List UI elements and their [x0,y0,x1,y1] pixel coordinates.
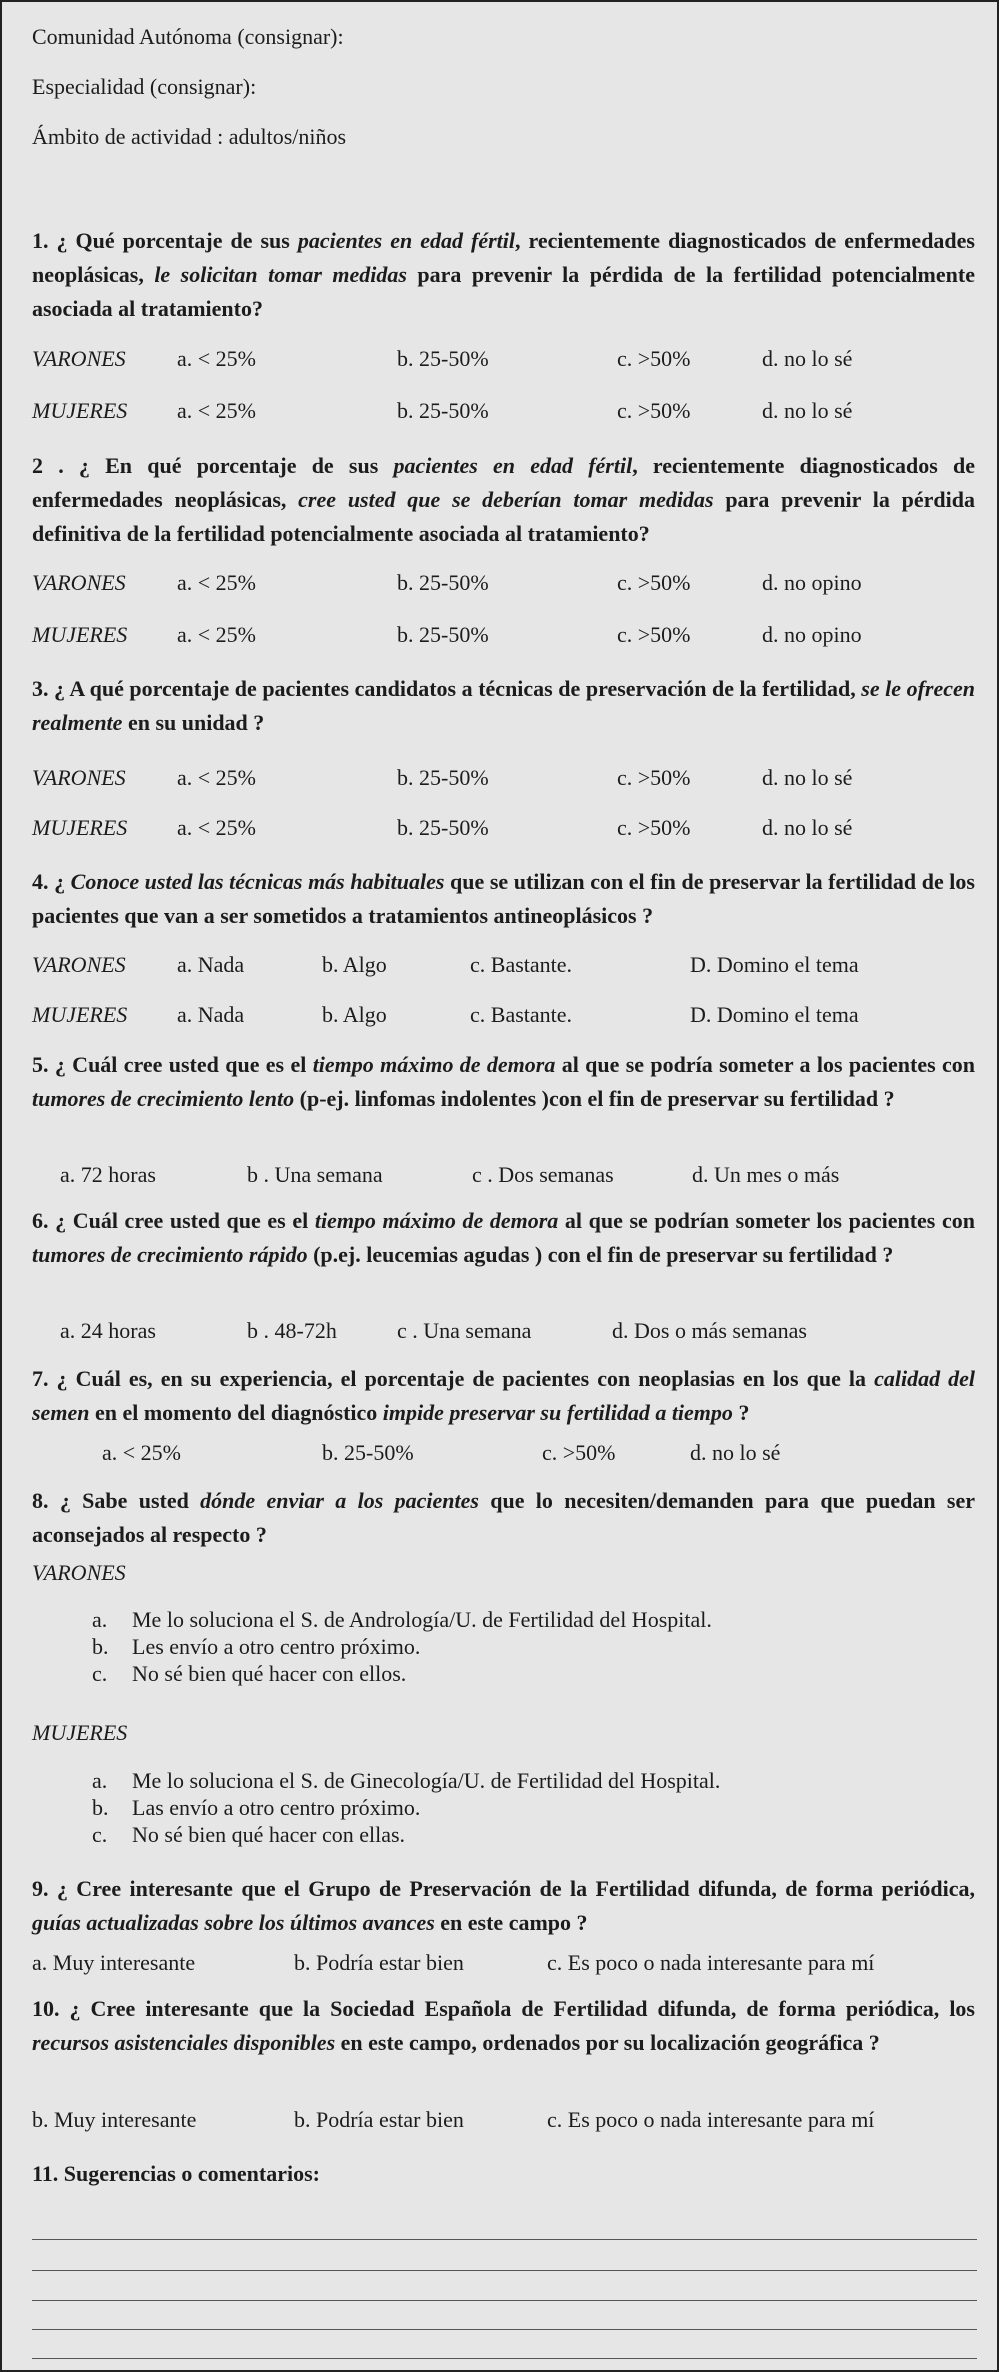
q8-mujeres-label: MUJERES [32,1720,128,1745]
option-a[interactable]: a. < 25% [177,398,256,423]
option-c[interactable]: c . Dos semanas [472,1162,614,1187]
option-c[interactable]: c. >50% [617,398,691,423]
option-a[interactable]: a. Muy interesante [32,1950,196,1975]
option-d[interactable]: d. no lo sé [762,815,853,840]
option-b[interactable]: b. Podría estar bien [294,2107,464,2132]
field-comunidad: Comunidad Autónoma (consignar): [32,24,344,49]
q8-mujeres-options [92,1767,720,1848]
option-c[interactable]: c. >50% [542,1440,616,1465]
question-11: 11. Sugerencias o comentarios: [32,2161,321,2186]
option-d[interactable]: d. no lo sé [762,398,853,423]
option-d[interactable]: d. no opino [762,622,862,647]
option-b[interactable]: b. Algo [322,952,387,977]
question-10: 10. ¿ Cree interesante que la Sociedad Española de Fertilidad difunda, de forma periódica, los recursos asistenciales disponibles en este campo, ordenados por su localización geográfica ? [32,1996,975,2055]
group-label: MUJERES [32,622,128,647]
q4-row-varones [2,952,999,982]
option-c[interactable]: c. Bastante. [470,952,573,977]
option-b[interactable]: b . 48-72h [247,1318,337,1343]
group-label: VARONES [32,952,126,977]
group-label: MUJERES [32,815,128,840]
option-b[interactable]: b . Una semana [247,1162,383,1187]
group-label: VARONES [32,570,126,595]
option-a[interactable]: a. < 25% [177,622,256,647]
option-a[interactable]: a. 24 horas [60,1318,156,1343]
question-8: 8. ¿ Sabe usted dónde enviar a los pacientes que lo necesiten/demanden para que puedan ser aconsejados al respecto ? [32,1488,975,1547]
option-c[interactable]: c. >50% [617,815,691,840]
question-7: 7. ¿ Cuál es, en su experiencia, el porcentaje de pacientes con neoplasias en los que la calidad del semen en el momento del diagnóstico impide preservar su fertilidad a tiempo ? [32,1366,975,1425]
question-9: 9. ¿ Cree interesante que el Grupo de Preservación de la Fertilidad difunda, de forma periódica, guías actualizadas sobre los últimos avances en este campo ? [32,1876,975,1935]
question-3: 3. ¿ A qué porcentaje de pacientes candidatos a técnicas de preservación de la fertilidad, se le ofrecen realmente en su unidad ? [32,676,975,735]
option-a[interactable]: a. 72 horas [60,1162,156,1187]
option-a[interactable]: a. < 25% [177,346,256,371]
option-a[interactable]: b. Muy interesante [32,2107,197,2132]
option-a[interactable]: a. Nada [177,952,245,977]
option-c[interactable]: c. >50% [617,622,691,647]
option-a[interactable]: a. Nada [177,1002,245,1027]
q9-options [2,1950,999,1980]
option-a[interactable]: a. Me lo soluciona el S. de Andrología/U. de Fertilidad del Hospital. [92,1607,712,1632]
option-b[interactable]: b. 25-50% [397,622,489,647]
option-d[interactable]: d. Dos o más semanas [612,1318,807,1343]
option-d[interactable]: D. Domino el tema [690,1002,859,1027]
question-2: 2 . ¿ En qué porcentaje de sus pacientes en edad fértil, recientemente diagnosticados de enfermedades neoplásicas, cree usted que se deberían tomar medidas para prevenir la pérdida definitiva de la fertilidad potencialmente asociada al tratamiento? [32,453,975,546]
q6-options [2,1318,999,1348]
option-b[interactable]: b. Podría estar bien [294,1950,464,1975]
option-b[interactable]: b. 25-50% [397,765,489,790]
option-a[interactable]: a. Me lo soluciona el S. de Ginecología/U. de Fertilidad del Hospital. [92,1768,721,1793]
option-c[interactable]: c. Bastante. [470,1002,573,1027]
option-c[interactable]: c. Es poco o nada interesante para mí [547,2107,875,2132]
option-b[interactable]: b. 25-50% [322,1440,414,1465]
option-b[interactable]: b. 25-50% [397,815,489,840]
option-a[interactable]: a. < 25% [177,570,256,595]
option-b[interactable]: b. Algo [322,1002,387,1027]
option-d[interactable]: D. Domino el tema [690,952,859,977]
comment-line[interactable] [32,2239,977,2240]
option-c[interactable]: c. >50% [617,765,691,790]
option-c[interactable]: c. >50% [617,346,691,371]
comment-line[interactable] [32,2329,977,2330]
q8-varones-label: VARONES [32,1560,126,1585]
option-d[interactable]: d. no lo sé [762,765,853,790]
question-6: 6. ¿ Cuál cree usted que es el tiempo máximo de demora al que se podrían someter los pacientes con tumores de crecimiento rápido (p.ej. leucemias agudas ) con el fin de preservar su fertilidad ? [32,1208,975,1267]
q1-row-mujeres [2,398,999,428]
comment-line[interactable] [32,2300,977,2301]
q3-row-mujeres [2,815,999,845]
option-b[interactable]: b. Les envío a otro centro próximo. [92,1634,421,1659]
field-ambito: Ámbito de actividad : adultos/niños [32,124,347,149]
question-5: 5. ¿ Cuál cree usted que es el tiempo máximo de demora al que se podría someter a los pacientes con tumores de crecimiento lento (p-ej. linfomas indolentes )con el fin de preservar su fertilidad ? [32,1052,975,1111]
group-label: MUJERES [32,398,128,423]
group-label: VARONES [32,765,126,790]
question-1: 1. ¿ Qué porcentaje de sus pacientes en edad fértil, recientemente diagnosticados de enfermedades neoplásicas, le solicitan tomar medidas para prevenir la pérdida de la fertilidad potencialmente asociada al tratamiento? [32,228,975,321]
q1-row-varones [2,346,999,376]
q4-row-mujeres [2,1002,999,1032]
option-b[interactable]: b. Las envío a otro centro próximo. [92,1795,421,1820]
q7-options [2,1440,999,1470]
option-c[interactable]: c . Una semana [397,1318,532,1343]
q10-options [2,2107,999,2137]
q2-row-varones [2,570,999,600]
option-d[interactable]: d. no lo sé [690,1440,781,1465]
option-b[interactable]: b. 25-50% [397,398,489,423]
option-d[interactable]: d. Un mes o más [692,1162,840,1187]
question-4: 4. ¿ Conoce usted las técnicas más habituales que se utilizan con el fin de preservar la fertilidad de los pacientes que van a ser sometidos a tratamientos antineoplásicos ? [32,869,975,928]
q5-options [2,1162,999,1192]
comment-line[interactable] [32,2358,977,2359]
group-label: MUJERES [32,1002,128,1027]
option-d[interactable]: d. no lo sé [762,346,853,371]
q2-row-mujeres [2,622,999,652]
option-a[interactable]: a. < 25% [102,1440,181,1465]
option-a[interactable]: a. < 25% [177,765,256,790]
q3-row-varones [2,765,999,795]
option-c[interactable]: c. >50% [617,570,691,595]
option-a[interactable]: a. < 25% [177,815,256,840]
field-especialidad: Especialidad (consignar): [32,74,257,99]
option-b[interactable]: b. 25-50% [397,346,489,371]
option-c[interactable]: c. No sé bien qué hacer con ellas. [92,1822,406,1847]
option-d[interactable]: d. no opino [762,570,862,595]
option-c[interactable]: c. Es poco o nada interesante para mí [547,1950,875,1975]
q8-varones-options [92,1606,712,1687]
group-label: VARONES [32,346,126,371]
comment-line[interactable] [32,2270,977,2271]
option-c[interactable]: c. No sé bien qué hacer con ellos. [92,1661,407,1686]
option-b[interactable]: b. 25-50% [397,570,489,595]
